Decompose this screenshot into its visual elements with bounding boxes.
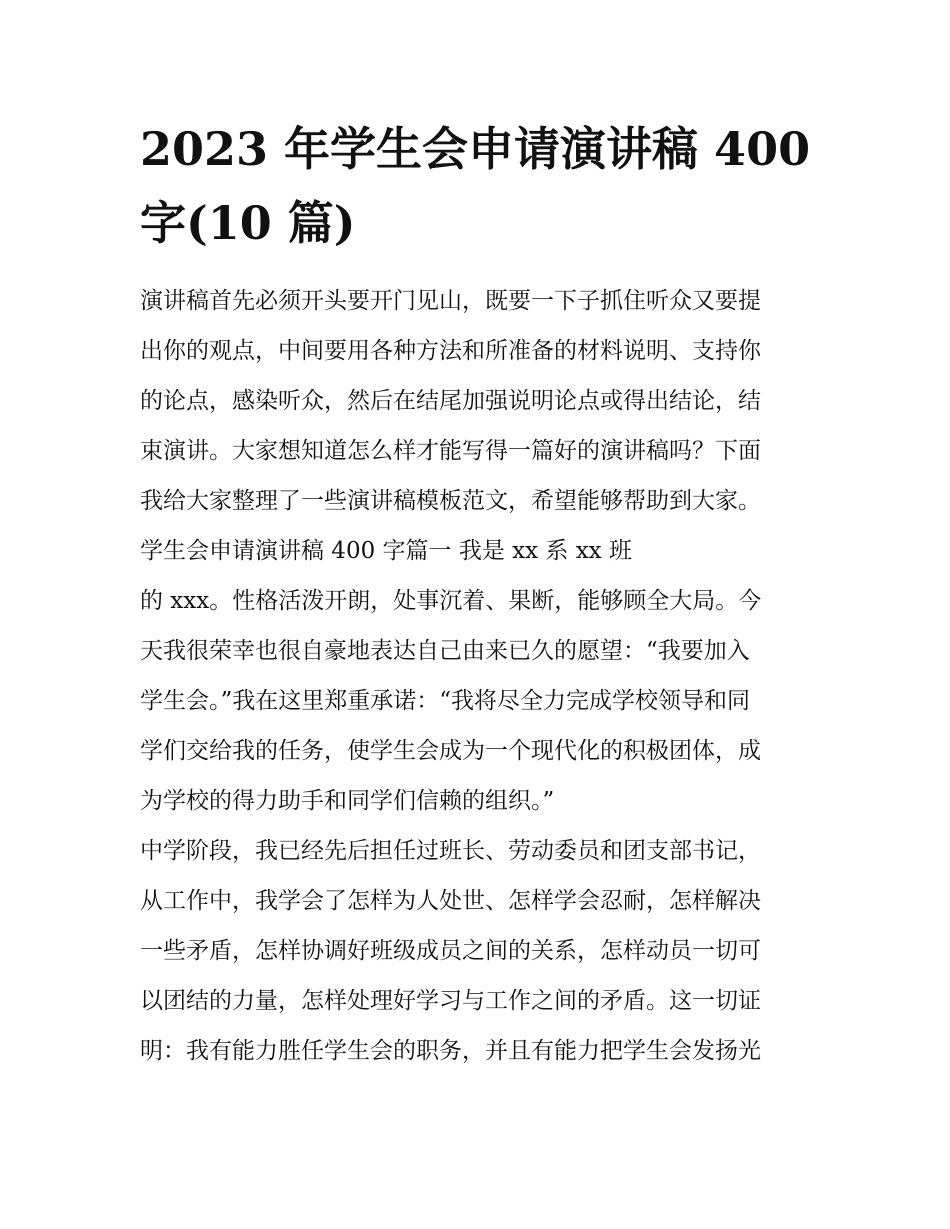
body-line: 学们交给我的任务，使学生会成为一个现代化的积极团体，成 <box>140 738 761 764</box>
document-title <box>140 112 820 260</box>
document-body <box>140 276 820 1076</box>
body-line: 的论点，感染听众，然后在结尾加强说明论点或得出结论，结 <box>140 388 761 414</box>
body-line: 的 xxx。性格活泼开朗，处事沉着、果断，能够顾全大局。今 <box>140 588 762 614</box>
body-line: 一些矛盾，怎样协调好班级成员之间的关系，怎样动员一切可 <box>140 938 761 964</box>
body-line: 以团结的力量，怎样处理好学习与工作之间的矛盾。这一切证 <box>140 988 761 1014</box>
body-line: 从工作中，我学会了怎样为人处世、怎样学会忍耐，怎样解决 <box>140 888 761 914</box>
body-line: 我给大家整理了一些演讲稿模板范文，希望能够帮助到大家。 <box>140 488 761 514</box>
title-line: 2023 年学生会申请演讲稿 400 <box>140 122 811 176</box>
body-line: 束演讲。大家想知道怎么样才能写得一篇好的演讲稿吗？下面 <box>140 438 761 464</box>
body-line: 明：我有能力胜任学生会的职务，并且有能力把学生会发扬光 <box>140 1038 761 1064</box>
title-line: 字(10 篇) <box>140 196 356 250</box>
body-line: 天我很荣幸也很自豪地表达自己由来已久的愿望：“我要加入 <box>140 638 750 664</box>
body-line: 中学阶段，我已经先后担任过班长、劳动委员和团支部书记， <box>140 838 761 864</box>
body-line: 出你的观点，中间要用各种方法和所准备的材料说明、支持你 <box>140 338 761 364</box>
body-line: 为学校的得力助手和同学们信赖的组织。” <box>140 788 555 814</box>
body-line: 学生会。”我在这里郑重承诺：“我将尽全力完成学校领导和同 <box>140 688 751 714</box>
body-line: 演讲稿首先必须开头要开门见山，既要一下子抓住听众又要提 <box>140 288 761 314</box>
body-line: 学生会申请演讲稿 400 字篇一 我是 xx 系 xx 班 <box>140 538 632 564</box>
